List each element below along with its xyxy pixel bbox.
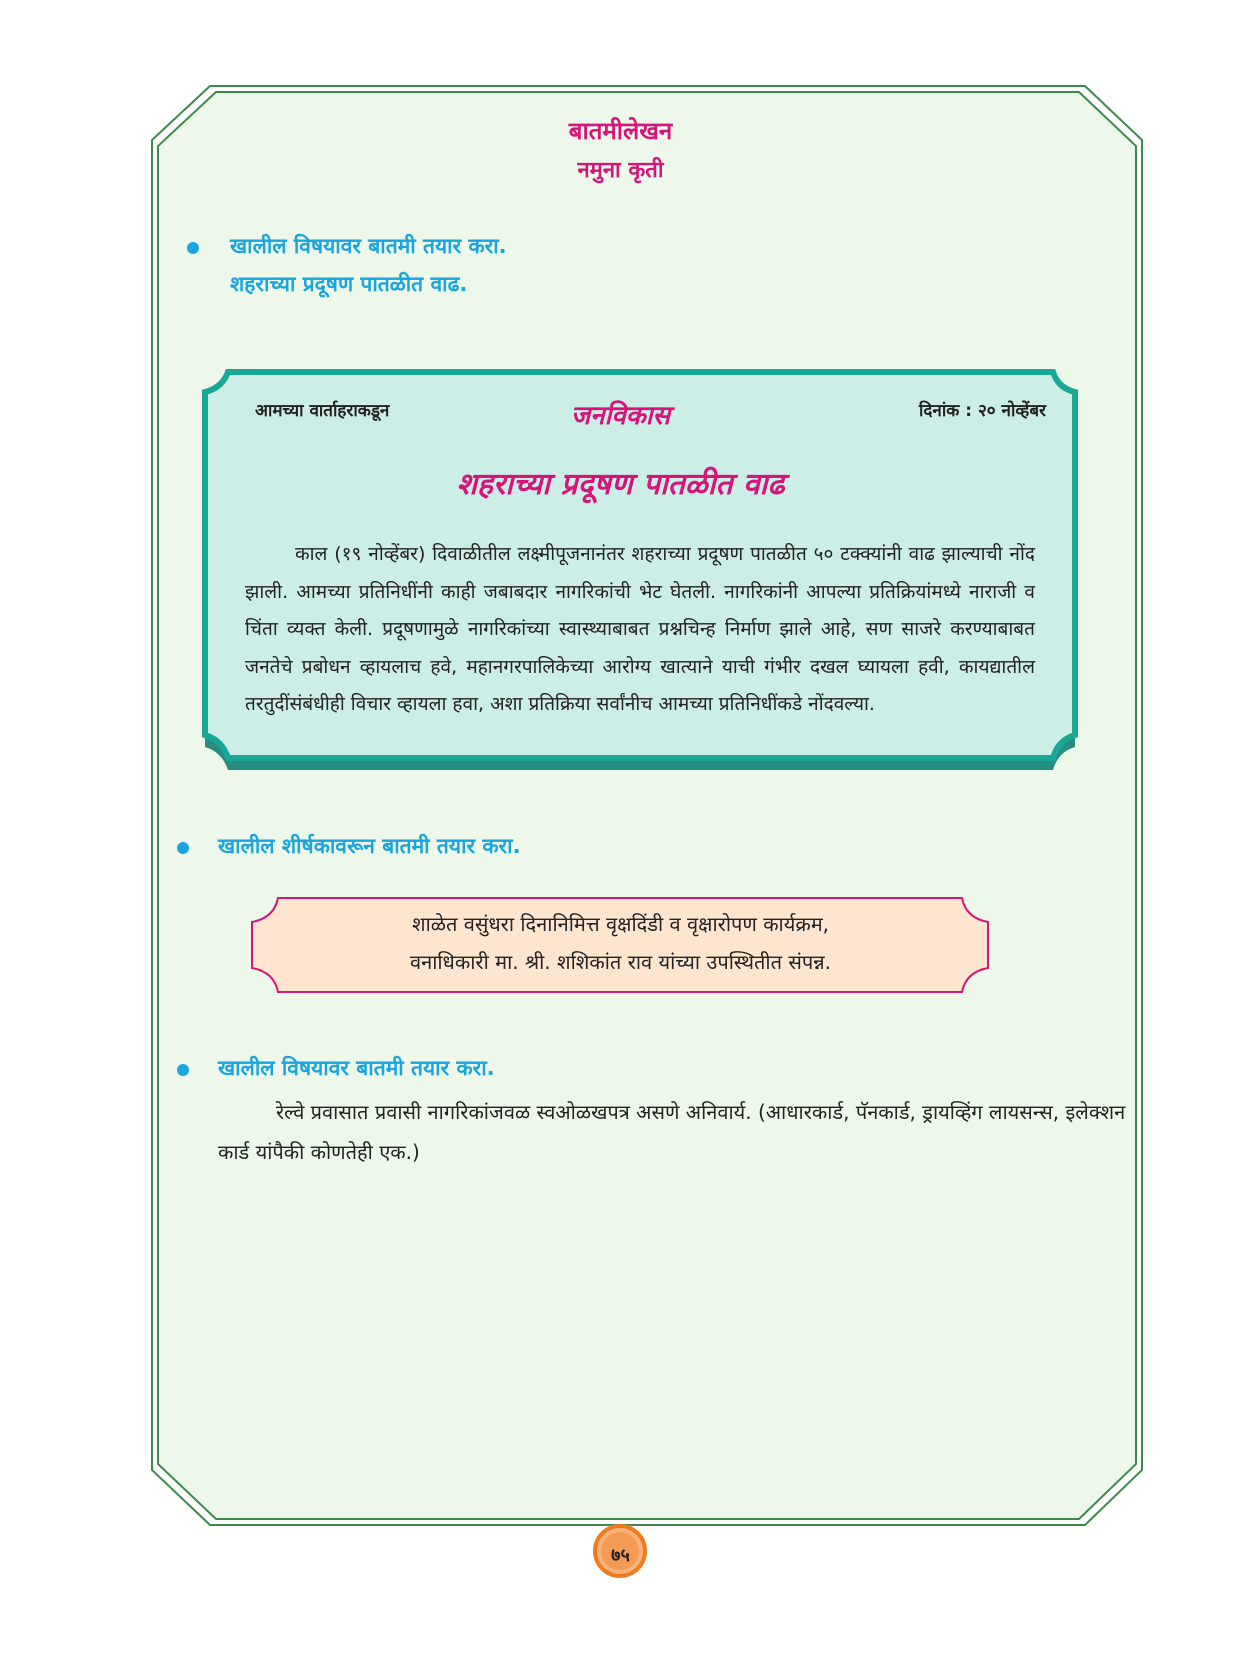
section2-title-line1: शाळेत वसुंधरा दिनानिमित्त वृक्षदिंडी व वृक्षारोपण कार्यक्रम, [411,912,830,936]
bullet-icon [177,842,189,854]
section3-instruction: खालील विषयावर बातमी तयार करा. [218,1056,495,1080]
newspaper-name: जनविकास [570,401,671,431]
section2-title-line2: वनाधिकारी मा. श्री. शशिकांत राव यांच्या उपस्थितीत संपन्न. [409,950,832,974]
page-title: बातमीलेखन [568,117,673,145]
section2-instruction: खालील शीर्षकावरून बातमी तयार करा. [218,834,521,858]
section1-instruction: खालील विषयावर बातमी तयार करा. [230,234,507,258]
news-headline: शहराच्या प्रदूषण पातळीत वाढ [456,467,785,502]
news-date: दिनांक : २० नोव्हेंबर [919,401,1046,421]
news-reporter: आमच्या वार्ताहराकडून [255,401,390,421]
page-subtitle: नमुना कृती [577,158,664,183]
bullet-icon [177,1064,189,1076]
news-body: काल (१९ नोव्हेंबर) दिवाळीतील लक्ष्मीपूजनानंतर शहराच्या प्रदूषण पातळीत ५० टक्क्यांनी वाढ झाल्याची नोंद झाली. आमच्या प्रतिनिधींनी काही जबाबदार नागरिकांची भेट घेतली. नागरिकांनी आपल्या प्रतिक्रियांमध्ये नाराजी व चिंता व्यक्त केली. प्रदूषणामुळे नागरिकांच्या स्वास्थ्याबाबत प्रश्नचिन्ह निर्माण झाले आहे, सण साजरे करण्याबाबत जनतेचे प्रबोधन व्हायलाच हवे, महानगरपालिकेच्या आरोग्य खात्याने याची गंभीर दखल घ्यायला हवी, कायद्यातील तरतुदींसंबंधीही विचार व्हायला हवा, अशा प्रतिक्रिया सर्वांनीच आमच्या प्रतिनिधींकडे नोंदवल्या. [245,543,1035,715]
bullet-icon [187,242,199,254]
section1-topic: शहराच्या प्रदूषण पातळीत वाढ. [230,272,468,296]
page-number: ७५ [611,1545,630,1566]
section3-text: रेल्वे प्रवासात प्रवासी नागरिकांजवळ स्वओळखपत्र असणे अनिवार्य. (आधारकार्ड, पॅनकार्ड, ड्रायव्हिंग लायसन्स, इलेक्शन कार्ड यांपैकी कोणतेही एक.) [218,1100,1126,1164]
